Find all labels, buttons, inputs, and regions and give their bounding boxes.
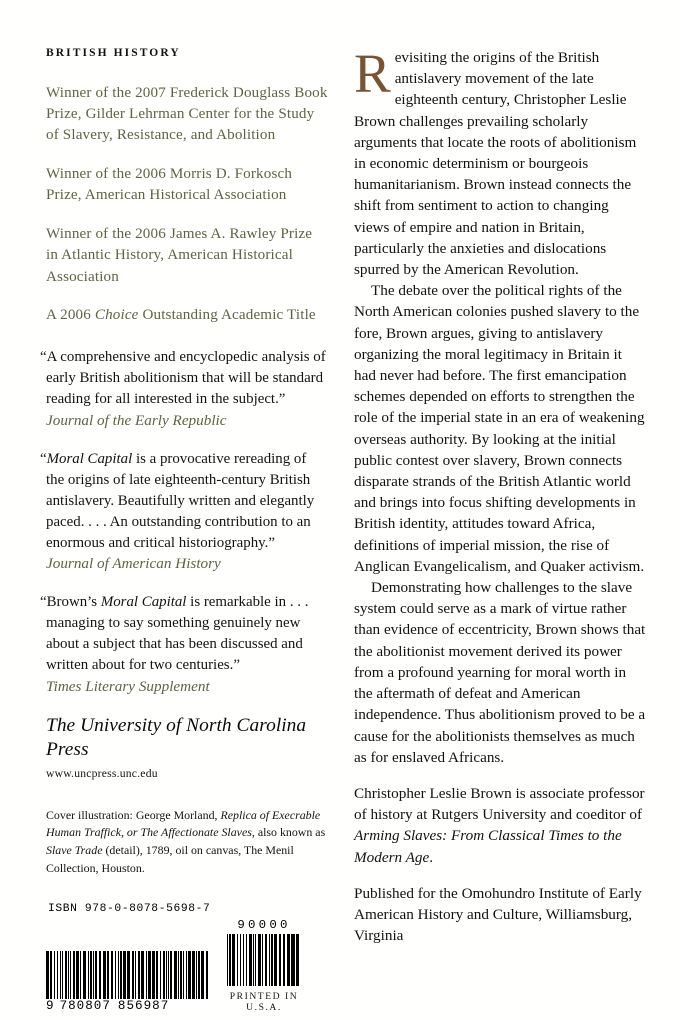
right-column	[338, 43, 646, 1020]
credit-alt-title: Slave Trade	[46, 842, 103, 857]
review-text: “A comprehensive and encyclopedic analysis of early British abolitionism that will be standard reading for all interested in the subject.”	[40, 349, 326, 408]
review-quote	[40, 449, 328, 575]
blurb-paragraph: evisiting the origins of the British antislavery movement of the late eighteenth century, Christopher Leslie Brown challenges prevailing scholarly arguments that locate the roots of abolitionism in economic determinism or bourgeois humanitarianism. Brown instead connects the shift from sentiment to action to changing views of empire and nation in Britain, particularly the anxieties and dislocations spurred by the American Revolution.	[354, 49, 637, 279]
addon-digits: 90000	[237, 918, 291, 933]
author-other-book-title: Arming Slaves: From Classical Times to the Modern Age	[354, 827, 622, 866]
blurb-paragraph: The debate over the political rights of the North American colonies pushed slavery to the fore, Brown argues, giving to antislavery organizing the moral legitimacy in Britain it had never had before. The first emancipation schemes depended on efforts to strengthen the role of the imperial state in an era of weakening overseas authority. By looking at the initial public contest over slavery, Brown connects disparate strands of the British Atlantic world and brings into focus shifting developments in British identity, attitudes toward Africa, definitions of imperial mission, the rise of Anglican Evangelicalism, and Quaker activism.	[354, 282, 645, 575]
drop-cap: R	[354, 43, 391, 104]
awards-list	[46, 83, 328, 327]
reviews-list	[40, 347, 328, 697]
review-source: Journal of the Early Republic	[46, 412, 227, 430]
author-bio-lead: Christopher Leslie Brown is associate professor of history at Rutgers University and coeditor of	[354, 784, 645, 824]
award-item-choice	[46, 305, 328, 326]
credit-tail: (detail), 1789, oil on canvas, The Menil Collection, Houston.	[46, 842, 294, 875]
cover-illustration-credit	[46, 807, 328, 877]
publisher-name: The University of North Carolina Press	[46, 715, 307, 760]
credit-lead: Cover illustration: George Morland,	[46, 807, 221, 822]
isbn-barcode	[46, 951, 210, 1013]
published-for-note: Published for the Omohundro Institute of Early American History and Culture, Williamsburg, Virginia	[354, 884, 642, 945]
barcode-digit-group-2: 856987	[117, 999, 170, 1014]
credit-artwork-title: Replica of Execrable Human Traffick, or The Affectionate Slaves	[46, 807, 321, 840]
choice-before: A 2006	[46, 307, 95, 324]
barcode-digit-lead: 9	[46, 999, 55, 1014]
printed-in-label: PRINTED IN U.S.A.	[229, 991, 299, 1014]
award-item: Winner of the 2007 Frederick Douglass Book Prize, Gilder Lehrman Center for the Study of Slavery, Resistance, and Abolition	[46, 84, 328, 144]
review-text: is a provocative rereading of the origins of late eighteenth-century British antislavery. Beautifully written and elegantly paced. . . . An outstanding contribution to an enormous and critical historiography.”	[46, 450, 315, 551]
award-item: Winner of the 2006 James A. Rawley Prize in Atlantic History, American Historical Association	[46, 225, 313, 285]
review-quote	[40, 592, 328, 697]
credit-mid: , also known as	[251, 825, 326, 840]
blurb-paragraph: Demonstrating how challenges to the slave system could serve as a mark of virtue rather than evidence of eccentricity, Brown shows that the abolitionist movement derived its power from a profound yearning for moral worth in the aftermath of defeat and American independence. Thus abolitionism proved to be a cause for the abolitionists themselves as much as for enslaved Africans.	[354, 579, 646, 766]
review-quote	[40, 347, 328, 431]
author-bio-tail: .	[429, 848, 434, 866]
author-bio	[354, 783, 646, 868]
barcode-digits	[46, 999, 210, 1013]
isbn-label: ISBN 978-0-8078-5698-7	[48, 903, 211, 916]
review-source: Journal of American History	[46, 555, 221, 573]
barcodes-row	[46, 918, 328, 1013]
barcode-area	[46, 903, 328, 1013]
choice-after: Outstanding Academic Title	[138, 307, 316, 324]
review-open-quote: “Brown’s	[40, 593, 101, 610]
review-open-quote: “	[40, 450, 47, 467]
price-addon-barcode	[227, 918, 301, 1013]
review-book-title: Moral Capital	[46, 450, 133, 467]
choice-title: Choice	[94, 307, 139, 324]
left-column	[40, 47, 338, 1020]
review-book-title: Moral Capital	[100, 593, 187, 610]
barcode-digit-group-1: 780807	[59, 999, 111, 1014]
review-source: Times Literary Supplement	[46, 677, 210, 695]
blurb-first-paragraph-wrap	[354, 43, 646, 280]
review-text: is remarkable in . . . managing to say something genuinely new about a subject that has been discussed and written about for two centuries.”	[46, 593, 309, 673]
category-label: BRITISH HISTORY	[46, 47, 181, 59]
publisher-url[interactable]: www.uncpress.unc.edu	[46, 766, 158, 780]
addon-barcode-bars	[227, 934, 301, 986]
award-item: Winner of the 2006 Morris D. Forkosch Prize, American Historical Association	[46, 165, 293, 204]
